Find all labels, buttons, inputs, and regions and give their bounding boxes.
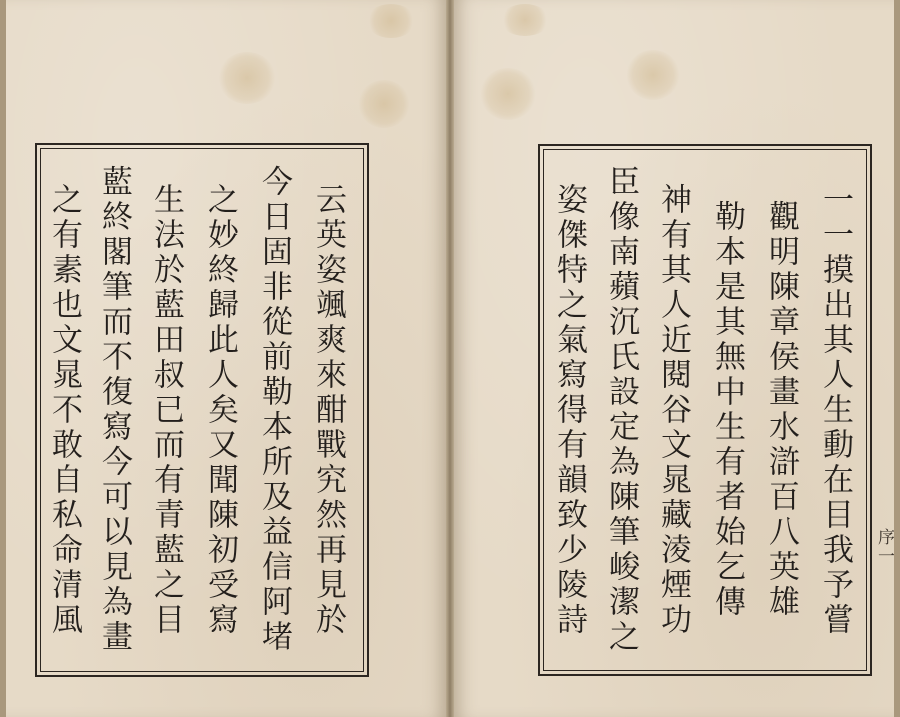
text-column: 之有素也文晁不敢自私命清風 [46,182,82,638]
text-column: 云英姿颯爽來酣戰究然再見於 [310,182,346,638]
text-column: 神有其人近閱谷文晁藏淩煙功 [655,182,691,638]
text-column: 之妙終歸此人矣又聞陳初受寫 [202,182,238,638]
water-stain [366,4,416,38]
book-gutter [446,0,454,717]
water-stain [480,68,536,120]
text-column: 今日固非從前勒本所及益信阿堵 [256,165,292,655]
water-stain [218,52,276,104]
text-column: 生法於藍田叔已而有青藍之目 [148,182,184,638]
text-frame-left [35,143,369,677]
text-column: 觀明陳章侯畫水滸百八英雄 [763,200,799,620]
water-stain [358,80,410,128]
water-stain [626,50,680,100]
water-stain [500,4,550,36]
text-frame-right [538,144,872,676]
left-page [6,0,446,717]
book-edge-right [894,0,900,717]
text-column: 藍終閣筆而不復寫今可以見為畫 [96,165,132,655]
text-column: 臣像南蘋沉氏設定為陳筆峻潔之 [603,165,639,655]
text-column: 姿傑特之氣寫得有韻致少陵詩 [551,182,587,638]
right-page [454,0,894,717]
folio-marker: 序一 [874,528,894,566]
text-column: 一一摸出其人生動在目我予嘗 [817,182,853,638]
text-column: 勒本是其無中生有者始乞傳 [709,200,745,620]
